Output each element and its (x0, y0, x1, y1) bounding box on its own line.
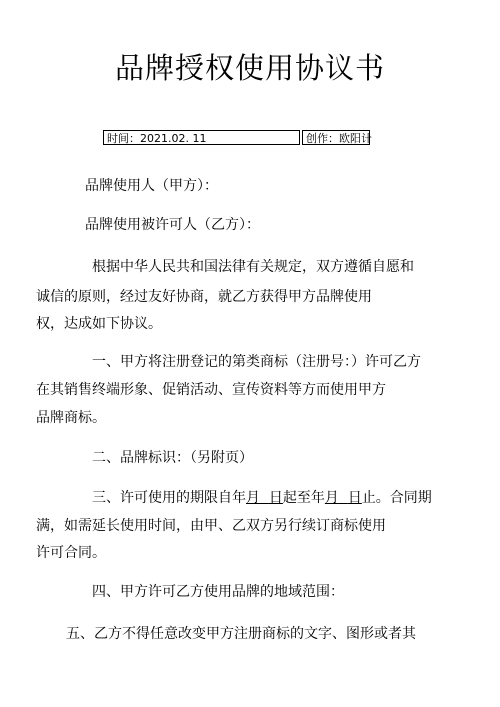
document-title: 品牌授权使用协议书 (114, 51, 385, 85)
clause-3-blank-1 (260, 490, 269, 506)
party-b-line: 品牌使用被许可人（乙方）： (85, 217, 260, 233)
clause-3-day-1: 日 (268, 490, 283, 506)
author-field: 创作：欧阳计 (302, 130, 370, 145)
clause-2-line: 二、品牌标识：（另附页） (92, 450, 253, 466)
clause-3-line-3: 许可合同。 (36, 545, 106, 561)
clause-3-suffix: 止。合同期 (361, 490, 432, 506)
clause-1-line-1: 一、甲方将注册登记的第类商标（注册号：）许可乙方 (92, 354, 421, 370)
clause-1-line-3: 品牌商标。 (36, 410, 106, 426)
clause-3-mid: 起至年 (282, 490, 325, 506)
time-field: 时间：2021.02. 11 (103, 130, 300, 145)
intro-line-2: 诚信的原则，经过友好协商，就乙方获得甲方品牌使用 (36, 289, 372, 305)
clause-3-line-1 (92, 488, 432, 508)
clause-3-month-2: 月 (324, 490, 339, 506)
party-a-line: 品牌使用人（甲方）： (85, 178, 218, 194)
intro-line-1: 根据中华人民共和国法律有关规定，双方遵循自愿和 (92, 259, 414, 275)
clause-3-day-2: 日 (347, 490, 362, 506)
clause-4-line: 四、甲方许可乙方使用品牌的地域范围： (92, 584, 344, 600)
clause-3-month-1: 月 (246, 490, 260, 506)
clause-1-line-2: 在其销售终端形象、促销活动、宣传资料等方而使用甲方 (36, 382, 386, 398)
clause-3-line-2: 满，如需延长使用时间，由甲、乙双方另行续订商标使用 (36, 518, 386, 534)
clause-3-blank-2 (339, 490, 348, 506)
clause-5-line: 五、乙方不得任意改变甲方注册商标的文字、图形或者其 (66, 626, 416, 642)
clause-3-prefix: 三、许可使用的期限自年 (92, 490, 246, 506)
intro-line-3: 权，达成如下协议。 (36, 316, 162, 332)
